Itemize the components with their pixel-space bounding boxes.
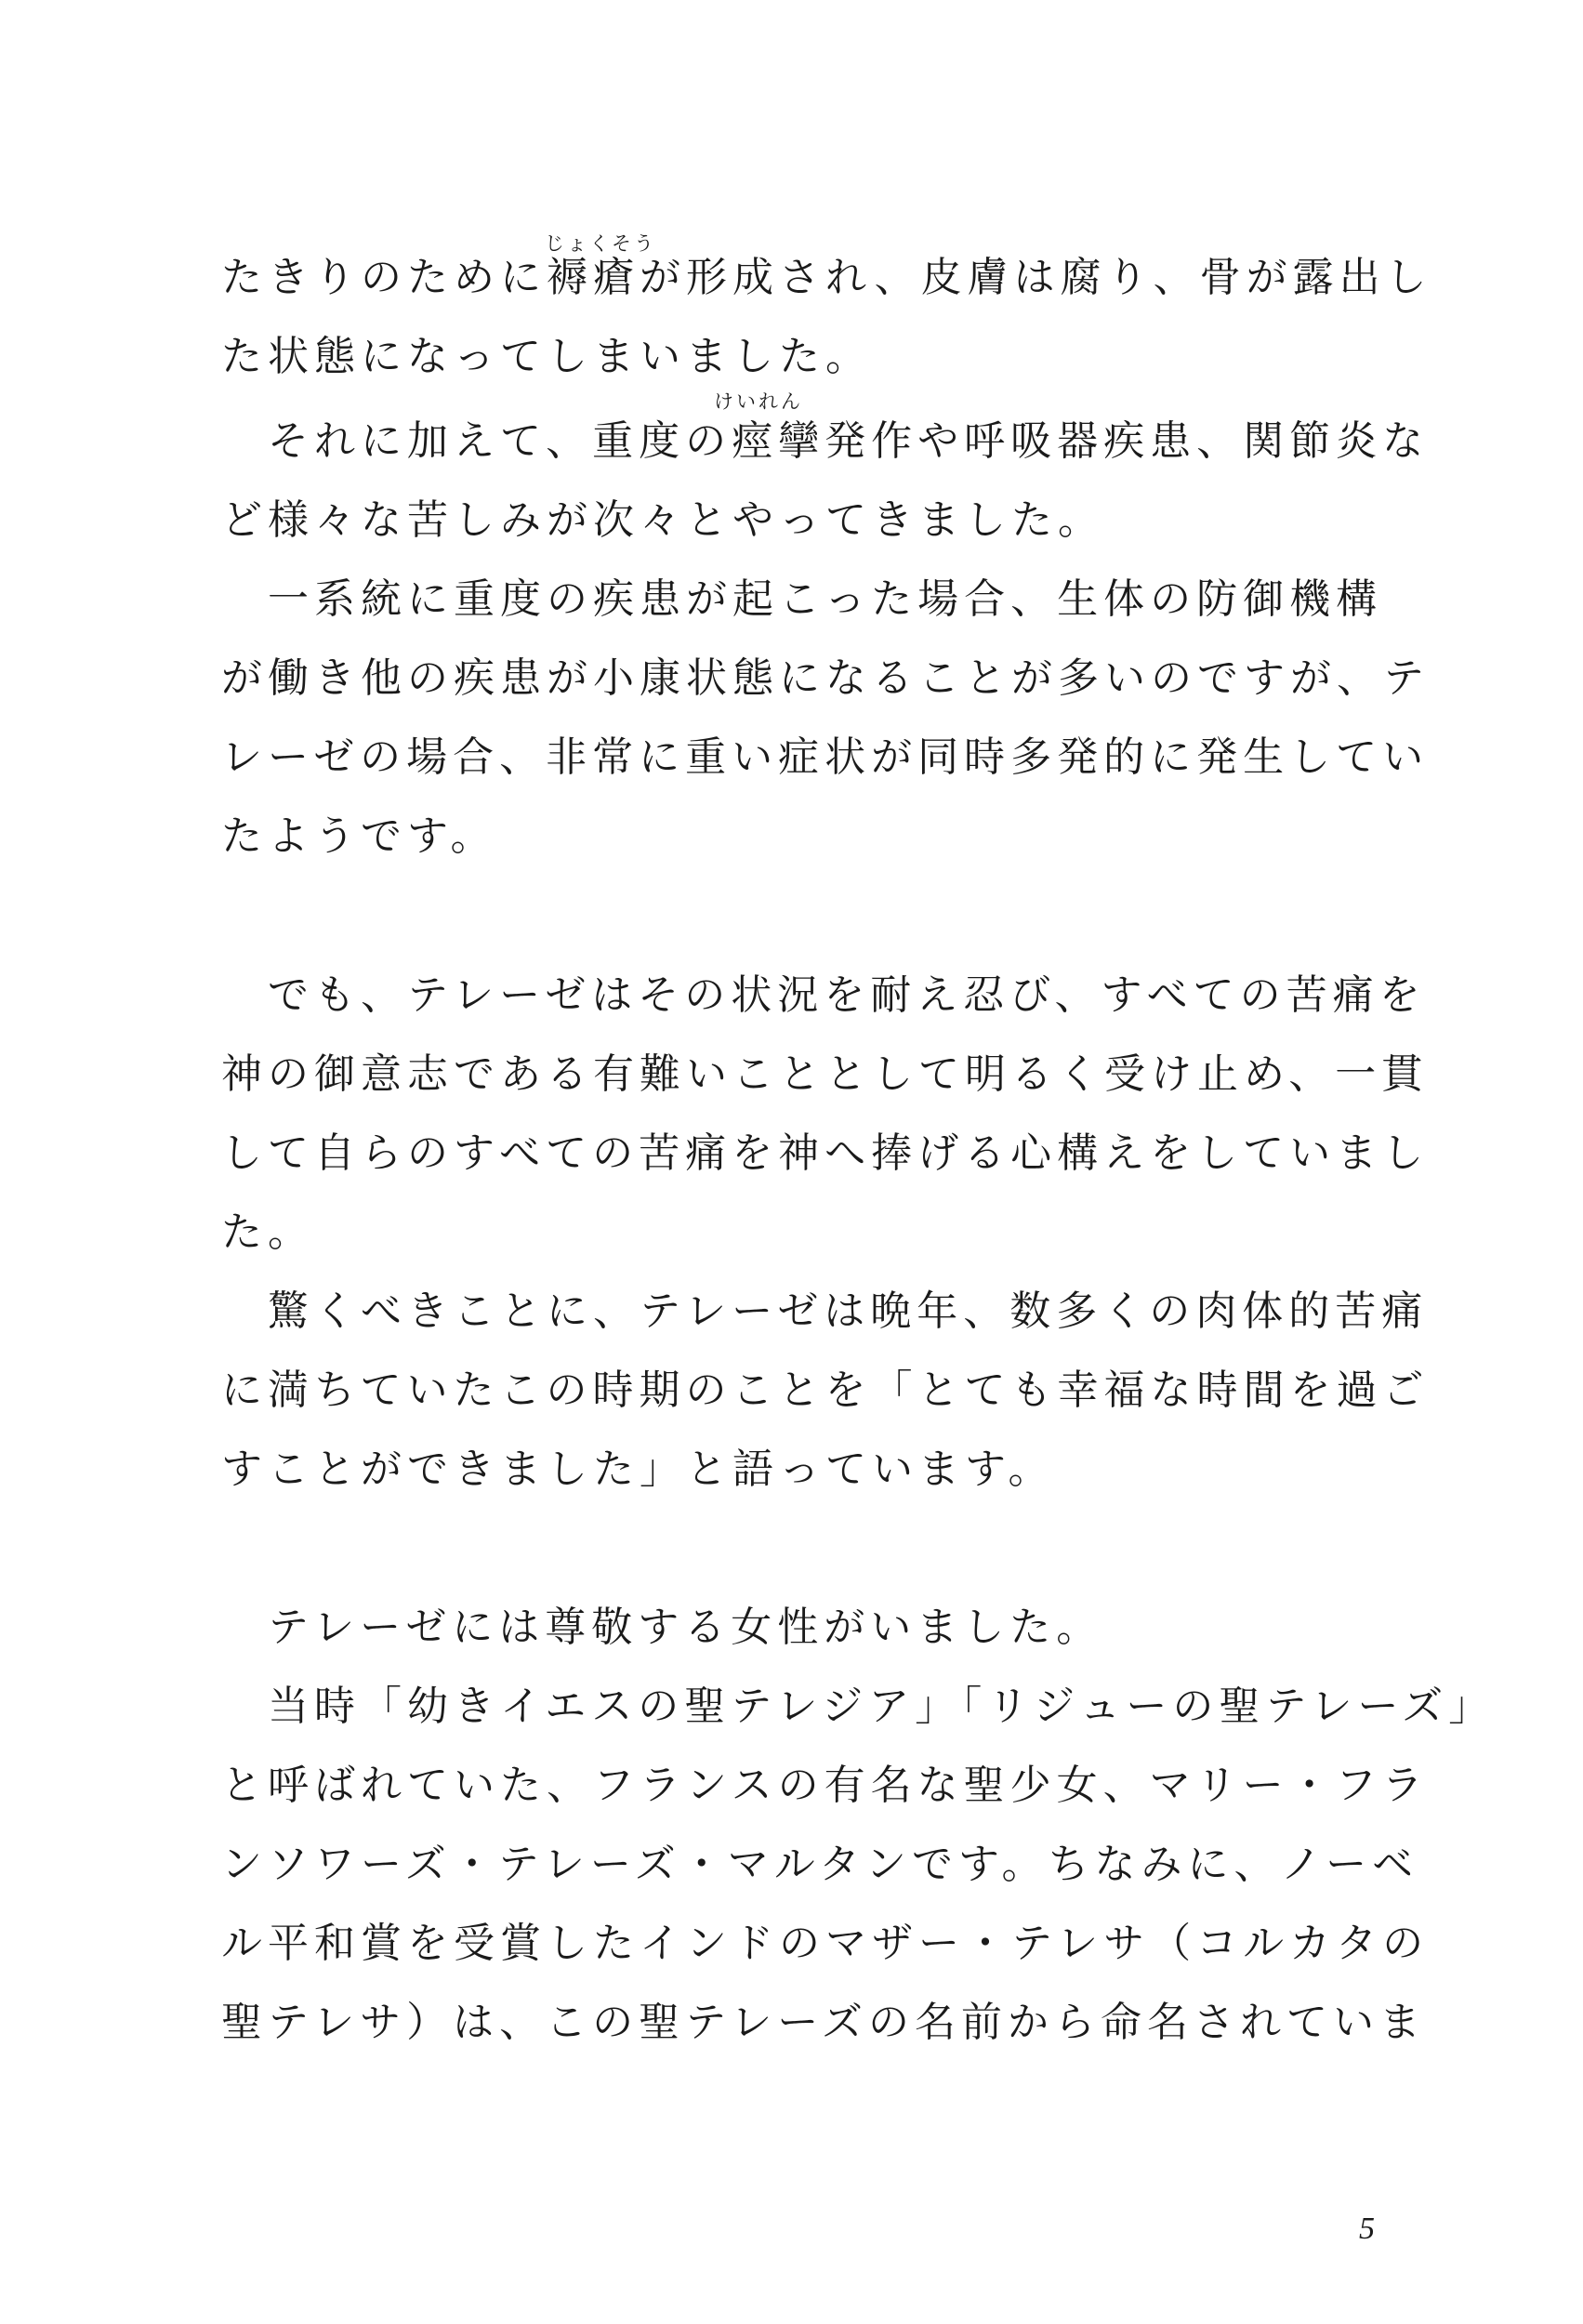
text-line: して自らのすべての苦痛を神へ捧げる心構えをしていまし (221, 1129, 1430, 1177)
text-line: すことができました」と語っています。 (221, 1446, 1055, 1493)
ruby-keiren: けいれん (714, 390, 803, 413)
text-line: ど様々な苦しみが次々とやってきました。 (221, 496, 1104, 544)
text-line: た。 (221, 1208, 314, 1256)
text-line: 神の御意志である有難いこととして明るく受け止め、一貫 (221, 1050, 1429, 1098)
text-line: たきりのために褥瘡が形成され、皮膚は腐り、骨が露出し (221, 254, 1432, 301)
text-line: と呼ばれていた、フランスの有名な聖少女、マリー・フラ (221, 1762, 1429, 1809)
text-line: テレーゼには尊敬する女性がいました。 (268, 1604, 1103, 1651)
text-line: 当時「幼きイエスの聖テレジア」「リジューの聖テレーズ」 (268, 1683, 1496, 1730)
text-line: た状態になってしまいました。 (221, 333, 872, 380)
text-line: ル平和賞を受賞したインドのマザー・テレサ（コルカタの (221, 1920, 1430, 1967)
text-line: 驚くべきことに、テレーゼは晩年、数多くの肉体的苦痛 (268, 1287, 1429, 1335)
text-line: に満ちていたこの時期のことを「とても幸福な時間を過ご (221, 1367, 1430, 1414)
text-line: でも、テレーゼはその状況を耐え忍び、すべての苦痛を (268, 971, 1426, 1019)
page-number: 5 (1359, 2212, 1375, 2246)
text-line: たようです。 (221, 812, 497, 860)
text-line: それに加えて、重度の痙攣発作や呼吸器疾患、関節炎な (268, 417, 1430, 465)
text-line: が働き他の疾患が小康状態になることが多いのですが、テ (221, 654, 1430, 702)
text-line: ンソワーズ・テレーズ・マルタンです。ちなみに、ノーベ (221, 1841, 1419, 1888)
text-line: 聖テレサ）は、この聖テレーズの名前から命名されていま (221, 1999, 1427, 2046)
ruby-jokusou: じょくそう (545, 232, 656, 255)
text-line: 一系統に重度の疾患が起こった場合、生体の防御機構 (268, 575, 1383, 623)
text-line: レーゼの場合、非常に重い症状が同時多発的に発生してい (221, 733, 1430, 781)
